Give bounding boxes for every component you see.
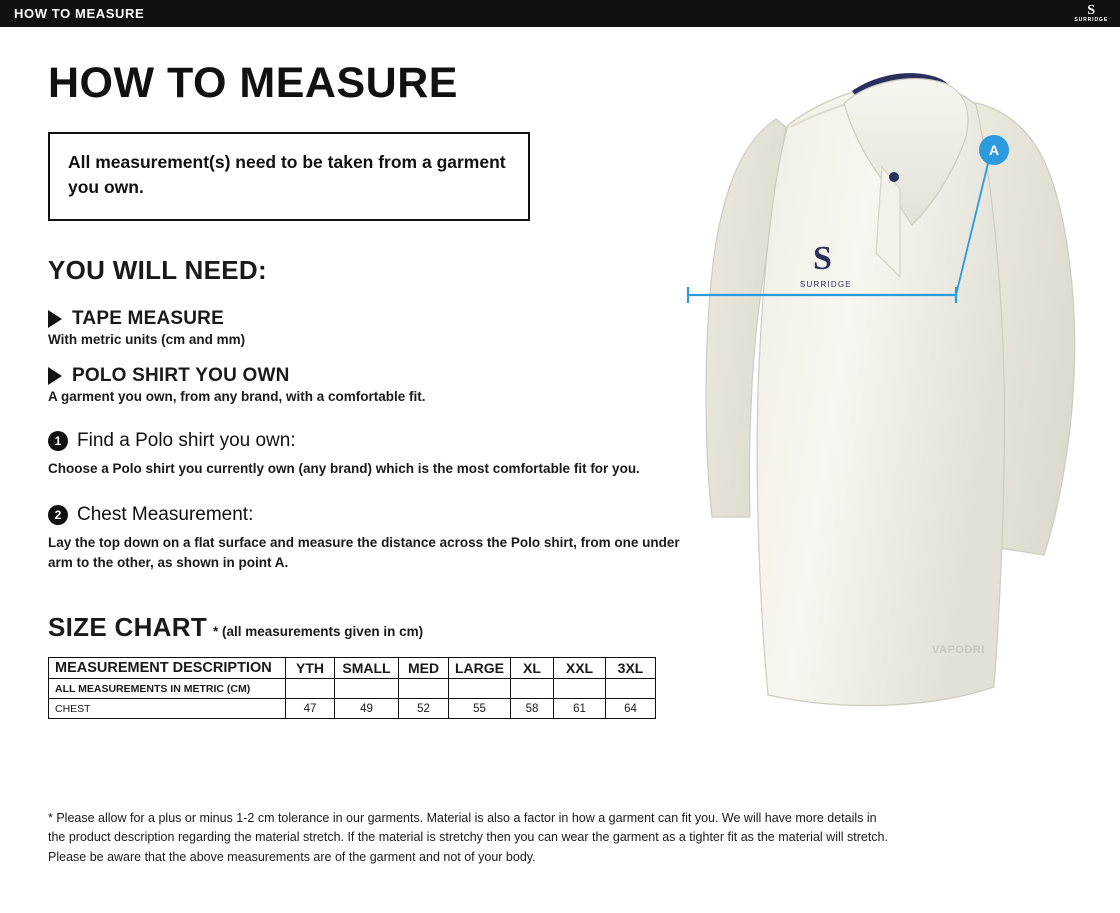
need-subtitle: A garment you own, from any brand, with a comfortable fit. [48,388,426,404]
top-bar-title: HOW TO MEASURE [14,6,145,21]
brand-wordmark: SURRIDGE [1074,16,1108,23]
triangle-bullet-icon [48,367,62,385]
table-header-small: SMALL [335,658,399,679]
table-header-3xl: 3XL [606,658,656,679]
triangle-bullet-icon [48,310,62,328]
size-chart-heading [48,612,688,643]
table-cell-chest-yth: 47 [286,699,335,719]
you-will-need-heading: YOU WILL NEED: [48,254,267,285]
instructions-column [48,59,688,719]
table-cell [335,679,399,699]
table-cell [554,679,606,699]
table-header-row [49,658,656,679]
table-header-xxl: XXL [554,658,606,679]
table-header-med: MED [399,658,449,679]
need-title: TAPE MEASURE [72,307,224,329]
size-chart-table [48,657,656,719]
table-row-units [49,679,656,699]
need-item-tape-measure [48,308,688,347]
step-1 [48,430,688,479]
top-bar [0,0,1120,27]
page-body [0,27,1120,913]
table-cell-chest-small: 49 [335,699,399,719]
table-cell-chest-large: 55 [449,699,511,719]
table-cell-chest-xl: 58 [511,699,554,719]
polo-shirt-image [600,47,1120,787]
brand-logo [1074,2,1112,23]
need-head [48,365,688,387]
size-chart-title: SIZE CHART [48,612,207,643]
step-2 [48,504,688,572]
measurement-point-a-badge: A [979,135,1009,165]
table-header-description: MEASUREMENT DESCRIPTION [49,658,286,679]
need-head [48,308,688,330]
step-title: Find a Polo shirt you own: [77,429,296,451]
step-number-badge: 2 [48,505,68,525]
table-cell-chest-3xl: 64 [606,699,656,719]
need-item-polo-shirt [48,365,688,404]
table-header-yth: YTH [286,658,335,679]
table-cell [449,679,511,699]
step-body: Choose a Polo shirt you currently own (any brand) which is the most comfortable fit for you. [48,460,640,476]
step-body: Lay the top down on a flat surface and measure the distance across the Polo shirt, from one under arm to the other, as shown in point A. [48,535,680,570]
callout-box: All measurement(s) need to be taken from a garment you own. [48,132,530,221]
need-title: POLO SHIRT YOU OWN [72,364,290,386]
garment-illustration [600,47,1120,787]
table-row [49,699,656,719]
step-number-badge: 1 [48,431,68,451]
size-chart-note: * (all measurements given in cm) [213,624,424,640]
table-cell [286,679,335,699]
hem-wordmark: VAPODRI [932,644,985,656]
step-title: Chest Measurement: [77,504,254,526]
table-header-xl: XL [511,658,554,679]
brand-mark: S [1087,2,1096,18]
svg-text:S: S [813,240,832,277]
table-cell-units-label: ALL MEASUREMENTS IN METRIC (CM) [49,679,286,699]
step-head [48,504,688,526]
footnote-text: * Please allow for a plus or minus 1-2 cm tolerance in our garments. Material is also a factor in how a garment can fit you. We will have more details in the product description regarding the material stretch. If the material is stretchy then you can wear the garment as a tighter fit as the material will stretch. Please be aware that the above measurements are of the garment and not of your body. [48,811,888,864]
table-header-large: LARGE [449,658,511,679]
table-cell-chest-xxl: 61 [554,699,606,719]
need-subtitle: With metric units (cm and mm) [48,331,246,347]
step-head [48,430,688,452]
table-cell [511,679,554,699]
svg-text:SURRIDGE: SURRIDGE [800,280,852,289]
table-cell-measure-label: CHEST [49,699,286,719]
table-cell [399,679,449,699]
page-title: HOW TO MEASURE [48,59,458,107]
table-cell-chest-med: 52 [399,699,449,719]
collar-button [889,172,899,182]
